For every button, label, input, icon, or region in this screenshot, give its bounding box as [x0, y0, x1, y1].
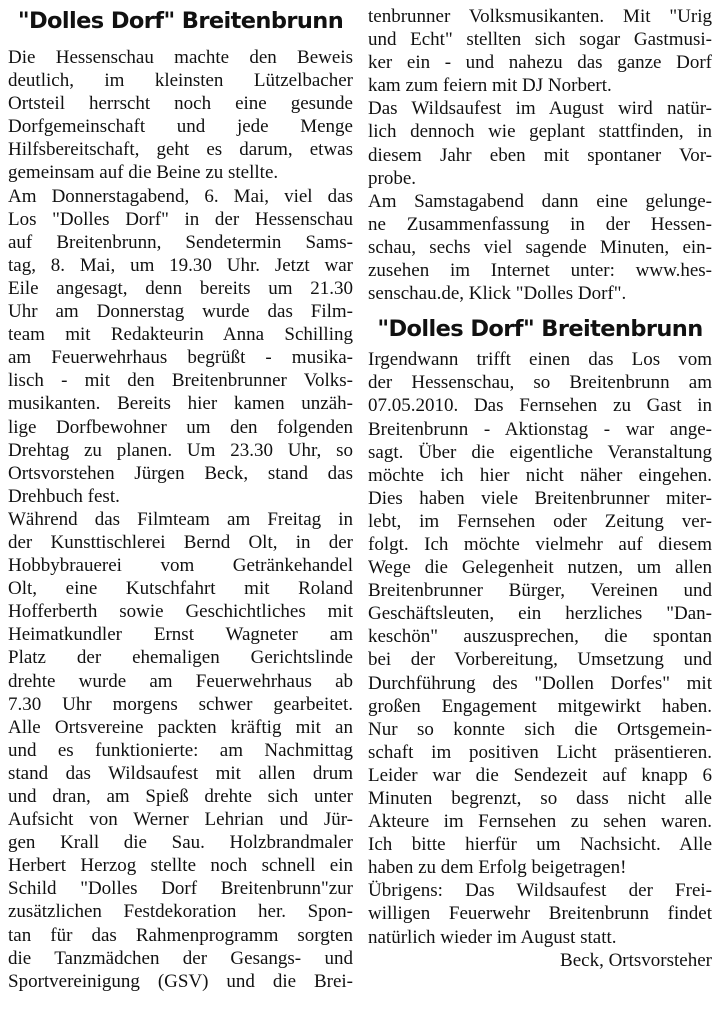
letter-body [368, 348, 712, 948]
text-line: gen Krall die Sau. Holzbrandmaler [8, 832, 353, 854]
text-line: sagt. Über die eigentliche Veranstaltung [368, 441, 712, 463]
text-line: und Echt" stellten sich sogar Gastmusi- [368, 29, 712, 51]
text-line: am Feuerwehrhaus begrüßt - musika- [8, 347, 353, 369]
text-line: ker ein - und nahezu das ganze Dorf [368, 52, 712, 74]
text-line: tenbrunner Volksmusikanten. Mit "Urig [368, 6, 712, 27]
text-line: Minuten begrenzt, so dass nicht alle [368, 788, 712, 809]
text-line: Drehbuch fest. [8, 485, 120, 507]
text-line: bei der Vorbereitung, Umsetzung und [368, 649, 712, 671]
text-line: willigen Feuerwehr Breitenbrunn findet [368, 903, 712, 925]
text-line: Alle Ortsvereine packten kräftig mit an [8, 716, 353, 738]
text-line: deutlich, im kleinsten Lützelbacher [8, 70, 353, 92]
text-line: probe. [368, 167, 417, 189]
text-line: und dran, am Spieß drehte sich unter [8, 786, 353, 807]
text-line: folgt. Ich möchte vielmehr auf diesem [368, 533, 712, 555]
text-line: Drehtag zu planen. Um 23.30 Uhr, so [8, 439, 353, 461]
text-line: musikanten. Bereits hier kamen unzäh- [8, 393, 353, 415]
text-line: schau, sechs viel sagende Minuten, ein- [368, 236, 712, 258]
text-line: Irgendwann trifft einen das Los vom [368, 349, 712, 371]
text-line: Hofferberth sowie Geschichtliches mit [8, 601, 353, 623]
text-line: Eile angesagt, denn bereits um 21.30 [8, 277, 353, 299]
text-line: Das Wildsaufest im August wird natür- [368, 98, 712, 120]
text-line: lebt, im Fernsehen oder Zeitung ver- [368, 510, 712, 532]
text-line: Aufsicht von Werner Lehrian und Jür- [8, 809, 353, 831]
text-line: Uhr am Donnerstag wurde das Film- [8, 301, 353, 323]
text-line: Dorfgemeinschaft und jede Menge [8, 116, 353, 138]
text-line: Ortsteil herrscht noch eine gesunde [8, 93, 353, 115]
text-line: Am Samstagabend dann eine gelunge- [368, 190, 712, 212]
text-line: tag, 8. Mai, um 19.30 Uhr. Jetzt war [8, 254, 353, 276]
text-line: Ich bitte hierfür um Nachsicht. Alle [368, 834, 712, 856]
text-line: großen Engagement mitgewirkt haben. [368, 695, 712, 717]
text-line: Leider war die Sendezeit auf knapp 6 [368, 764, 712, 786]
text-line: Breitenbrunner Bürger, Vereinen und [368, 580, 712, 602]
text-line: Heimatkundler Ernst Wagneter am [8, 624, 353, 646]
text-line: natürlich wieder im August statt. [368, 926, 617, 948]
text-line: senschau.de, Klick "Dolles Dorf". [368, 283, 627, 305]
article-headline: "Dolles Dorf" Breitenbrunn [17, 8, 344, 34]
text-line: Platz der ehemaligen Gerichtslinde [8, 647, 353, 669]
article-body-continued [368, 5, 712, 305]
text-line: Am Donnerstagabend, 6. Mai, viel das [8, 185, 353, 207]
text-line: und es funktionierte: am Nachmittag [8, 739, 353, 761]
text-line: schaft im positiven Licht präsentieren. [368, 741, 712, 763]
text-line: Olt, eine Kutschfahrt mit Roland [8, 578, 353, 600]
text-line: Dies haben viele Breitenbrunner miter- [368, 487, 712, 509]
text-line: haben zu dem Erfolg beigetragen! [368, 857, 627, 879]
text-line: 07.05.2010. Das Fernsehen zu Gast in [368, 395, 712, 417]
text-line: kam zum feiern mit DJ Norbert. [368, 75, 612, 97]
text-line: der Kunsttischlerei Bernd Olt, in der [8, 531, 353, 553]
article-body [8, 46, 353, 993]
text-line: lisch - mit den Breitenbrunner Volks- [8, 370, 353, 392]
text-line: Breitenbrunn - Aktionstag - war ange- [368, 418, 712, 440]
text-line: diesem Jahr eben mit spontaner Vor- [368, 144, 712, 166]
text-line: Während das Filmteam am Freitag in [8, 508, 353, 530]
text-line: Los "Dolles Dorf" in der Hessenschau [8, 208, 353, 230]
text-line: Nur so konnte sich die Ortsgemein- [368, 718, 712, 740]
text-line: tan für das Rahmenprogramm sorgten [8, 924, 353, 946]
text-line: gemeinsam auf die Beine zu stellte. [8, 162, 279, 184]
text-line: Durchführung des "Dollen Dorfes" mit [368, 672, 712, 694]
text-line: auf Breitenbrunn, Sendetermin Sams- [8, 231, 353, 253]
text-line: drehte wurde am Feuerwehrhaus ab [8, 670, 353, 692]
text-line: lige Dorfbewohner um den folgenden [8, 416, 353, 438]
text-line: Geschäftsleuten, ein herzliches "Dan- [368, 603, 712, 625]
text-line: der Hessenschau, so Breitenbrunn am [368, 372, 712, 394]
letter-headline: "Dolles Dorf" Breitenbrunn [377, 316, 703, 343]
text-line: die Tanzmädchen der Gesangs- und [8, 947, 353, 969]
text-line: Hilfsbereitschaft, geht es darum, etwas [8, 139, 353, 161]
text-line: zusätzlichen Festdekoration her. Spon- [8, 901, 353, 923]
text-line: stand das Wildsaufest mit allen drum [8, 762, 353, 784]
right-column [368, 0, 712, 972]
text-line: möchte ich hier nicht näher eingehen. [368, 464, 712, 486]
text-line: team mit Redakteurin Anna Schilling [8, 324, 353, 346]
text-line: Akteure im Fernsehen zu sehen waren. [368, 811, 712, 833]
text-line: Wege die Gelegenheit nutzen, um allen [368, 557, 712, 579]
text-line: 7.30 Uhr morgens schwer gearbeitet. [8, 693, 353, 715]
text-line: Sportvereinigung (GSV) und die Brei- [8, 970, 353, 992]
text-line: Übrigens: Das Wildsaufest der Frei- [368, 880, 712, 902]
text-line: zusehen im Internet unter: www.hes- [368, 260, 712, 282]
text-line: keschön" auszusprechen, die spontan [368, 626, 712, 648]
text-line: Schild "Dolles Dorf Breitenbrunn"zur [8, 878, 353, 900]
left-column [8, 0, 353, 993]
text-line: Herbert Herzog stellte noch schnell ein [8, 855, 353, 877]
text-line: lich dennoch wie geplant stattfinden, in [368, 121, 712, 143]
text-line: Die Hessenschau machte den Beweis [8, 47, 353, 68]
text-line: ne Zusammenfassung in der Hessen- [368, 213, 712, 235]
signature: Beck, Ortsvorsteher [560, 949, 712, 971]
text-line: Ortsvorstehen Jürgen Beck, stand das [8, 462, 353, 484]
text-line: Hobbybrauerei vom Getränkehandel [8, 555, 353, 577]
